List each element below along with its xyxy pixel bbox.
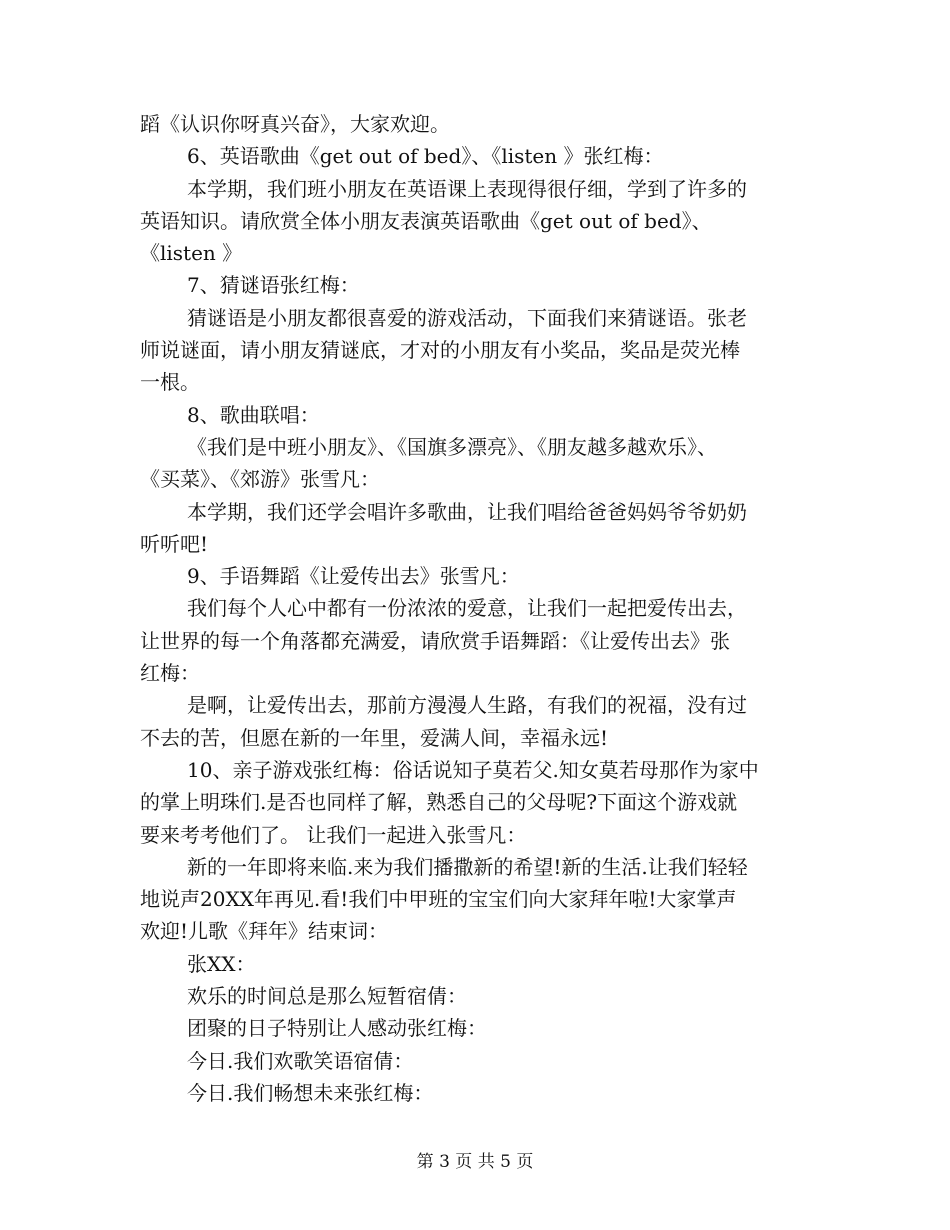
text-line: 团聚的日子特别让人感动张红梅：	[187, 1016, 487, 1041]
text-line: 猜谜语是小朋友都很喜爱的游戏活动，下面我们来猜谜语。张老	[187, 305, 747, 330]
section-heading: 8、歌曲联唱：	[187, 402, 320, 427]
text-line: 师说谜面，请小朋友猜谜底，才对的小朋友有小奖品，奖品是荧光棒	[140, 338, 740, 363]
section-heading: 9、手语舞蹈《让爱传出去》张雪凡：	[187, 564, 520, 589]
page-number-footer: 第 3 页 共 5 页	[416, 1152, 534, 1172]
text-line: 不去的苦，但愿在新的一年里，爱满人间，幸福永远!	[140, 725, 609, 750]
text-line: 今日.我们畅想未来张红梅：	[187, 1080, 434, 1105]
text-line: 要来考考他们了。 让我们一起进入张雪凡：	[140, 822, 527, 847]
text-line: 本学期，我们班小朋友在英语课上表现得很仔细，学到了许多的	[187, 176, 747, 201]
text-line: 是啊，让爱传出去，那前方漫漫人生路，有我们的祝福，没有过	[187, 693, 747, 718]
section-heading: 7、猜谜语张红梅：	[187, 273, 360, 298]
text-line: 《我们是中班小朋友》、《国旗多漂亮》、《朋友越多越欢乐》、	[187, 434, 717, 459]
text-line: 新的一年即将来临.来为我们播撒新的希望!新的生活.让我们轻轻	[187, 854, 748, 879]
text-line: 红梅：	[140, 661, 200, 686]
text-line: 欢迎!儿歌《拜年》结束词：	[140, 919, 389, 944]
text-line: 我们每个人心中都有一份浓浓的爱意，让我们一起把爱传出去，	[187, 596, 747, 621]
text-line: 的掌上明珠们.是否也同样了解，熟悉自己的父母呢?下面这个游戏就	[140, 790, 738, 815]
text-line: 地说声20XX年再见.看!我们中甲班的宝宝们向大家拜年啦!大家掌声	[140, 887, 737, 912]
text-line: 听听吧!	[140, 531, 209, 556]
text-line: 英语知识。请欣赏全体小朋友表演英语歌曲《get out of bed》、	[140, 208, 712, 233]
text-line: 今日.我们欢歌笑语宿倩：	[187, 1048, 414, 1073]
text-line: 欢乐的时间总是那么短暂宿倩：	[187, 984, 467, 1009]
text-line: 《listen 》	[140, 241, 243, 266]
section-heading: 6、英语歌曲《get out of bed》、《listen 》张红梅：	[187, 144, 664, 169]
text-line: 蹈《认识你呀真兴奋》，大家欢迎。	[140, 112, 450, 136]
text-line: 本学期，我们还学会唱许多歌曲，让我们唱给爸爸妈妈爷爷奶奶	[187, 499, 747, 524]
text-line: 《买菜》、《郊游》张雪凡：	[140, 467, 380, 492]
text-line: 张XX：	[187, 951, 256, 976]
section-heading: 10、亲子游戏张红梅：俗话说知子莫若父.知女莫若母那作为家中	[187, 757, 759, 782]
text-line: 一根。	[140, 370, 200, 395]
text-line: 让世界的每一个角落都充满爱，请欣赏手语舞蹈：《让爱传出去》张	[140, 628, 730, 653]
page-body	[140, 108, 820, 1109]
